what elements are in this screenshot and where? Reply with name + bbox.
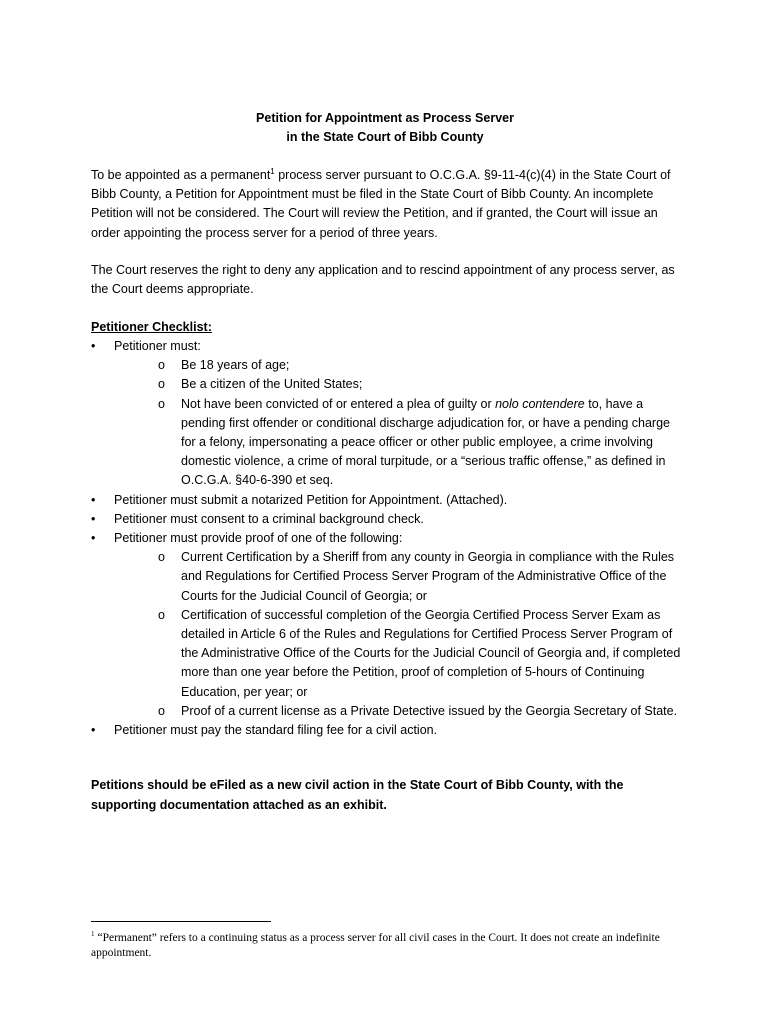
bullet-icon: • — [91, 531, 96, 546]
checklist-item-filing-fee — [91, 721, 686, 740]
sub-bullet-icon: o — [158, 377, 165, 392]
footnote — [91, 931, 691, 961]
checklist-item-background-check — [91, 510, 686, 529]
sub-bullet-icon: o — [158, 396, 165, 411]
checklist-heading: Petitioner Checklist: — [91, 320, 212, 334]
checklist-item-text: Petitioner must pay the standard filing fee for a civil action. — [114, 723, 438, 738]
checklist-item-must — [91, 337, 686, 356]
petitioner-checklist — [91, 337, 686, 740]
sub-item-exam-certification — [91, 606, 686, 702]
bullet-icon: • — [91, 511, 96, 526]
sub-item-italic-term: nolo contendere — [495, 396, 585, 411]
sub-item-citizen — [91, 375, 686, 394]
sub-item-text: Be 18 years of age; — [181, 358, 290, 373]
sub-bullet-icon: o — [158, 358, 165, 373]
intro-paragraph — [91, 166, 686, 243]
sub-item-convictions — [91, 395, 686, 491]
footnote-number: 1 — [91, 930, 95, 939]
intro-text-start: To be appointed as a permanent — [91, 168, 271, 182]
checklist-item-text: Petitioner must: — [114, 339, 201, 353]
sub-item-text: Proof of a current license as a Private Detective issued by the Georgia Secretary of State. — [181, 703, 678, 718]
footnote-reference: 1 — [270, 166, 275, 176]
checklist-item-text: Petitioner must provide proof of one of the following: — [114, 531, 403, 546]
sub-item-text: Not have been convicted of or entered a plea of guilty or — [181, 396, 496, 411]
sub-item-detective-license — [91, 702, 686, 721]
sub-bullet-icon: o — [158, 550, 165, 565]
title-line-1: Petition for Appointment as Process Server — [256, 111, 514, 125]
bullet-icon: • — [91, 339, 96, 353]
efiling-instructions: Petitions should be eFiled as a new civil action in the State Court of Bibb County, with the supporting documentation attached as an exhibit. — [91, 778, 624, 812]
sub-item-text: Be a citizen of the United States; — [181, 377, 363, 392]
footnote-separator — [91, 921, 271, 922]
bullet-icon: • — [91, 492, 96, 507]
footnote-text: “Permanent” refers to a continuing status as a process server for all civil cases in the Court. It does not create an indefinite appointment. — [91, 932, 660, 959]
sub-item-text-cont: to, have a pending first offender or conditional discharge adjudication for, or have a pending charge for a felony, impersonating a peace officer or other public employee, a crime involving domestic violence, a crime of moral turpitude, or a “serious traffic offense,” as defined in O.C.G.A. §40-6-390 et seq. — [181, 396, 670, 488]
checklist-item-notarized — [91, 491, 686, 510]
checklist-item-proof — [91, 529, 686, 548]
sub-item-sheriff-certification — [91, 548, 686, 606]
sub-item-age — [91, 356, 686, 375]
reservation-paragraph: The Court reserves the right to deny any application and to rescind appointment of any process server, as the Court deems appropriate. — [91, 263, 675, 297]
intro-text-end: process server pursuant to O.C.G.A. §9-11-4(c)(4) in the State Court of Bibb County, a Petition for Appointment must be filed in the State Court of Bibb County. An incomplete Petition will not be considered. The Court will review the Petition, and if granted, the Court will issue an order appointing the process server for a period of three years. — [91, 168, 671, 240]
sub-bullet-icon: o — [158, 607, 165, 622]
title-line-2: in the State Court of Bibb County — [286, 130, 484, 144]
sub-item-text: Certification of successful completion of the Georgia Certified Process Server Exam as detailed in Article 6 of the Rules and Regulations for Certified Process Server Program of the Administrative Office of the Courts for the Judicial Council of Georgia and, if completed more than one year before the Petition, proof of completion of 5-hours of Continuing Education, per year; or — [181, 607, 681, 699]
sub-bullet-icon: o — [158, 703, 165, 718]
document-title — [0, 109, 770, 147]
bullet-icon: • — [91, 723, 96, 738]
sub-item-text: Current Certification by a Sheriff from any county in Georgia in compliance with the Rules and Regulations for Certified Process Server Program of the Administrative Office of the Courts for the Judicial Council of Georgia; or — [181, 550, 675, 603]
checklist-item-text: Petitioner must consent to a criminal background check. — [114, 511, 424, 526]
checklist-item-text: Petitioner must submit a notarized Petition for Appointment. (Attached). — [114, 492, 508, 507]
